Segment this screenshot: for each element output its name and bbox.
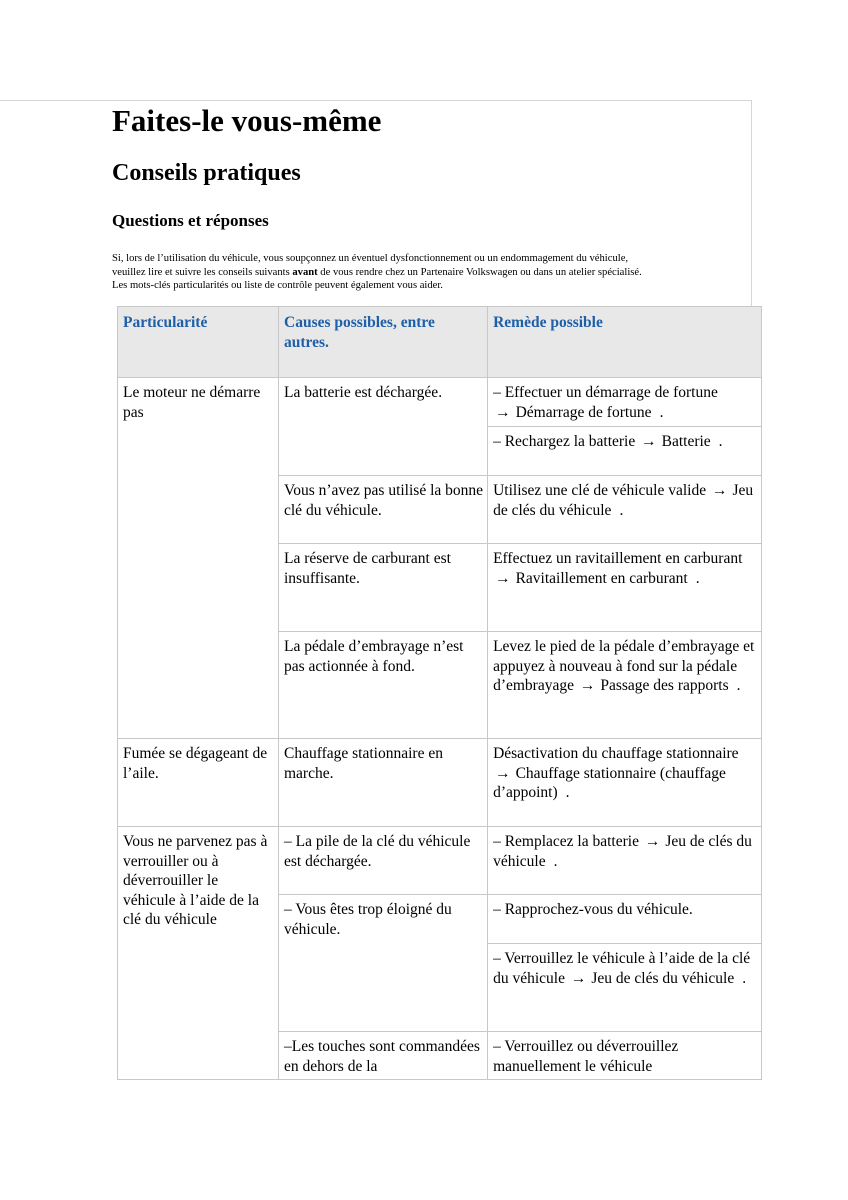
remedy-text: – Rapprochez-vous du véhicule. <box>493 901 693 918</box>
cross-reference-link[interactable]: Batterie <box>661 433 711 450</box>
remedy-text: – Rechargez la batterie <box>493 433 636 450</box>
cross-reference-link[interactable]: Chauffage stationnaire (chauffage d’appoint) <box>493 764 726 801</box>
remedy-text: Utilisez une clé de véhicule valide <box>493 482 707 499</box>
cross-reference-link[interactable]: Démarrage de fortune <box>515 403 652 421</box>
intro-paragraph <box>112 252 752 293</box>
remedy-cell <box>488 476 762 544</box>
remedy-cell <box>488 739 762 827</box>
remedy-text: – Effectuer un démarrage de fortune <box>493 384 718 401</box>
cross-reference-dot: . <box>695 569 700 587</box>
intro-line-3: Les mots-clés particularités ou liste de contrôle peuvent également vous aider. <box>112 280 443 291</box>
table-row <box>118 739 762 827</box>
cause-cell: – La pile de la clé du véhicule est déchargée. <box>279 827 488 895</box>
cause-cell: – Vous êtes trop éloigné du véhicule. <box>279 895 488 1032</box>
cross-reference-arrow: → <box>495 403 511 421</box>
issue-cell: Vous ne parvenez pas à verrouiller ou à déverrouiller le véhicule à l’aide de la clé du véhicule <box>118 827 279 1080</box>
cross-reference-arrow: → <box>495 764 511 782</box>
issue-cell: Fumée se dégageant de l’aile. <box>118 739 279 827</box>
cross-reference-link[interactable]: Passage des rapports <box>600 677 729 694</box>
remedy-cell <box>488 1032 762 1080</box>
remedy-text: – Verrouillez le véhicule à l’aide de la clé du véhicule <box>493 950 751 987</box>
remedy-cell <box>488 895 762 944</box>
faq-table <box>117 306 762 1080</box>
column-header-issue: Particularité <box>118 307 279 378</box>
cross-reference-link[interactable]: Jeu de clés du véhicule <box>493 482 754 519</box>
table-row <box>118 827 762 895</box>
cross-reference-dot: . <box>718 433 723 450</box>
cause-cell: –Les touches sont commandées en dehors de la <box>279 1032 488 1080</box>
cross-reference-dot: . <box>619 501 624 519</box>
page-frame-top <box>0 100 752 101</box>
section-title: Conseils pratiques <box>112 160 301 186</box>
cross-reference-dot: . <box>736 677 741 694</box>
column-header-remedy: Remède possible <box>488 307 762 378</box>
cross-reference-arrow: → <box>570 969 587 987</box>
remedy-cell <box>488 544 762 632</box>
remedy-cell <box>488 427 762 476</box>
cause-cell: La pédale d’embrayage n’est pas actionnée à fond. <box>279 632 488 739</box>
intro-line-1: Si, lors de l’utilisation du véhicule, vous soupçonnez un éventuel dysfonctionnement ou un endommagement du véhicule, <box>112 253 629 264</box>
cross-reference-dot: . <box>659 403 664 421</box>
table-header-row <box>118 307 762 378</box>
cross-reference-link[interactable]: Jeu de clés du véhicule <box>493 833 752 870</box>
cause-cell: Chauffage stationnaire en marche. <box>279 739 488 827</box>
cause-cell: La batterie est déchargée. <box>279 378 488 476</box>
remedy-cell <box>488 827 762 895</box>
column-header-causes: Causes possibles, entre autres. <box>279 307 488 378</box>
cross-reference-arrow: → <box>644 833 661 850</box>
cause-cell: Vous n’avez pas utilisé la bonne clé du véhicule. <box>279 476 488 544</box>
remedy-cell <box>488 378 762 427</box>
subsection-title: Questions et réponses <box>112 211 269 230</box>
cross-reference-arrow: → <box>641 433 657 450</box>
cross-reference-dot: . <box>553 852 558 870</box>
remedy-text: Levez le pied de la pédale d’embrayage et appuyez à nouveau à fond sur la pédale d’embrayage <box>493 638 755 694</box>
remedy-text: – Remplacez la batterie <box>493 833 639 850</box>
cross-reference-arrow: → <box>495 569 511 587</box>
cross-reference-link[interactable]: Jeu de clés du véhicule <box>591 969 735 987</box>
issue-cell: Le moteur ne démarre pas <box>118 378 279 739</box>
intro-line-2: veuillez lire et suivre les conseils suivants avant de vous rendre chez un Partenaire Volkswagen ou dans un atelier spécialisé. <box>112 266 642 278</box>
cause-cell: La réserve de carburant est insuffisante. <box>279 544 488 632</box>
cross-reference-arrow: → <box>579 677 596 694</box>
remedy-text: Désactivation du chauffage stationnaire <box>493 745 739 762</box>
remedy-cell <box>488 944 762 1032</box>
table-row <box>118 378 762 427</box>
page-title: Faites-le vous-même <box>112 103 382 138</box>
cross-reference-arrow: → <box>712 482 728 499</box>
remedy-cell <box>488 632 762 739</box>
remedy-text: – Verrouillez ou déverrouillez manuellement le véhicule <box>493 1038 679 1075</box>
cross-reference-dot: . <box>565 784 570 801</box>
intro-emphasis: avant <box>292 266 318 278</box>
table-body <box>118 378 762 1080</box>
remedy-text: Effectuez un ravitaillement en carburant <box>493 550 743 567</box>
cross-reference-link[interactable]: Ravitaillement en carburant <box>515 569 688 587</box>
cross-reference-dot: . <box>742 969 747 987</box>
